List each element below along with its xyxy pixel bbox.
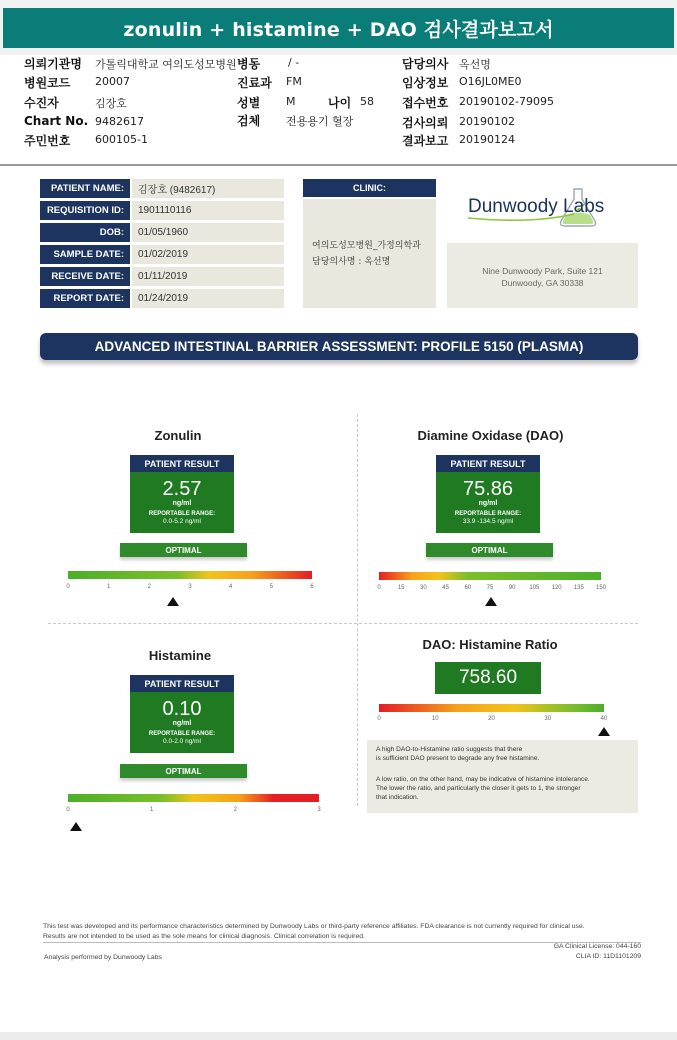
dunwoody-labs-logo [462, 185, 622, 231]
clinic-header: CLINIC: [303, 179, 436, 197]
department-value: FM [286, 75, 302, 88]
performed-by: Analysis performed by Dunwoody Labs [44, 954, 162, 961]
dao-tick-label: 75 [486, 585, 494, 591]
dao-tick-label: 90 [508, 585, 516, 591]
dao-tick-label: 105 [529, 585, 540, 591]
histamine-range-label: REPORTABLE RANGE: [148, 731, 216, 737]
histamine-result-box [130, 692, 234, 753]
institution-value: 가톨릭대학교 여의도성모병원 [95, 58, 237, 71]
clinical-license: GA Clinical License: 044-160 [553, 943, 641, 950]
receive-date-label: RECEIVE DATE: [40, 267, 130, 286]
histamine-scale-bar [68, 794, 319, 802]
disclaimer-line2: Results are not intended to be used as the sole means for clinical diagnosis. Clinical correlation is required. [43, 933, 365, 940]
panel-divider-horizontal [48, 623, 638, 624]
clinic-doctor: 담당의사명 : 옥선명 [312, 257, 391, 267]
dao-range: 33.9 -134.5 ng/ml [462, 518, 514, 525]
histamine-result-value: 0.10 [162, 698, 202, 720]
sample-date-label: SAMPLE DATE: [40, 245, 130, 264]
sex-value: M [286, 95, 296, 108]
report-title: zonulin + histamine + DAO 검사결과보고서 [3, 8, 674, 48]
ratio-note-p1-line1: A high DAO-to-Histamine ratio suggests that there [376, 746, 523, 753]
lab-address-line1: Nine Dunwoody Park, Suite 121 [482, 266, 603, 276]
dao-scale-bar [379, 572, 601, 580]
patient-name-value: 김장호 (9482617) [132, 179, 284, 198]
histamine-tick-label: 1 [149, 807, 154, 813]
report-date-row-value: 01/24/2019 [132, 289, 284, 308]
clinic-text [312, 238, 421, 270]
request-date-value: 20190102 [459, 115, 515, 128]
clinical-info-label: 임상정보 [402, 76, 449, 90]
histamine-status: OPTIMAL [120, 764, 247, 778]
dao-tick-label: 30 [420, 585, 427, 591]
dao-title: Diamine Oxidase (DAO) [417, 428, 564, 443]
dao-result-value: 75.86 [462, 478, 514, 500]
histamine-marker [70, 822, 82, 831]
dao-range-label: REPORTABLE RANGE: [454, 511, 522, 517]
chart-no-label: Chart No. [24, 114, 89, 128]
patient-name-label: PATIENT NAME: [40, 179, 130, 198]
histamine-range: 0.0-2.0 ng/ml [163, 738, 201, 745]
chart-no-value: 9482617 [95, 115, 144, 128]
lab-name-text: Dunwoody Labs [468, 196, 605, 217]
dao-tick-label: 150 [595, 585, 606, 591]
dao-tick-label: 120 [551, 585, 562, 591]
zonulin-tick-label: 4 [228, 584, 233, 590]
ratio-note-p1 [376, 745, 539, 763]
zonulin-range-label: REPORTABLE RANGE: [148, 511, 216, 517]
dao-status: OPTIMAL [426, 543, 553, 557]
ratio-marker [598, 727, 610, 736]
ratio-note-p1-line2: is sufficient DAO present to degrade any free histamine. [376, 755, 540, 762]
institution-label: 의뢰기관명 [24, 57, 82, 71]
page-bottom-strip [0, 1032, 677, 1040]
receive-date-value: 01/11/2019 [132, 267, 284, 286]
dob-value: 01/05/1960 [132, 223, 284, 242]
sex-label: 성별 [237, 96, 261, 110]
patient-value: 김장호 [95, 97, 127, 110]
histamine-tick-label: 2 [233, 807, 237, 813]
report-date-label: 결과보고 [402, 134, 449, 148]
ratio-note-p2-line2: The lower the ratio, and particularly the closer it gets to 1, the stronger [376, 785, 581, 792]
histamine-result-label: PATIENT RESULT [130, 675, 234, 692]
requisition-id-label: REQUISITION ID: [40, 201, 130, 220]
hospital-code-value: 20007 [95, 75, 130, 88]
zonulin-range: 0.0-5.2 ng/ml [163, 518, 201, 525]
receipt-no-label: 접수번호 [402, 96, 449, 110]
dao-result-unit: ng/ml [478, 500, 498, 507]
specimen-label: 검체 [237, 114, 261, 128]
header-divider [0, 164, 677, 166]
zonulin-tick-label: 2 [147, 584, 151, 590]
doctor-value: 옥선명 [459, 58, 491, 71]
report-date-value: 20190124 [459, 133, 515, 146]
ratio-note-p2-line3: that indication. [376, 794, 419, 801]
ratio-note-p2-line1: A low ratio, on the other hand, may be indicative of histamine intolerance. [376, 776, 590, 783]
zonulin-tick-label: 1 [106, 584, 111, 590]
dao-tick-label: 135 [573, 585, 584, 591]
hospital-code-label: 병원코드 [24, 76, 71, 90]
disclaimer-line1: This test was developed and its performance characteristics determined by Dunwoody Labs or third-party reference affiliates. FDA clearance is not currently required for clinical use. [43, 923, 585, 930]
zonulin-result-value: 2.57 [162, 478, 202, 500]
report-date-row-label: REPORT DATE: [40, 289, 130, 308]
sample-date-value: 01/02/2019 [132, 245, 284, 264]
zonulin-result-box [130, 472, 234, 533]
zonulin-status: OPTIMAL [120, 543, 247, 557]
panel-divider-vertical [357, 414, 358, 806]
dao-tick-label: 0 [377, 585, 381, 591]
department-label: 진료과 [237, 76, 272, 90]
doctor-label: 담당의사 [402, 57, 449, 71]
ratio-title: DAO: Histamine Ratio [422, 637, 558, 652]
zonulin-result-label: PATIENT RESULT [130, 455, 234, 472]
patient-label: 수진자 [24, 96, 59, 110]
clinical-info-value: O16JL0ME0 [459, 75, 522, 88]
dao-result-label: PATIENT RESULT [436, 455, 540, 472]
ratio-note-p2 [376, 775, 590, 802]
age-value: 58 [360, 95, 374, 108]
disclaimer [43, 922, 641, 942]
histamine-result-unit: ng/ml [172, 720, 192, 727]
resident-no-label: 주민번호 [24, 134, 71, 148]
zonulin-tick-label: 5 [269, 584, 273, 590]
receipt-no-value: 20190102-79095 [459, 95, 554, 108]
zonulin-scale-bar [68, 571, 312, 579]
zonulin-tick-label: 3 [188, 584, 192, 590]
ratio-tick-label: 30 [544, 716, 552, 722]
dao-tick-label: 15 [397, 585, 405, 591]
resident-no-value: 600105-1 [95, 133, 148, 146]
lab-address-line2: Dunwoody, GA 30338 [501, 278, 584, 288]
zonulin-result-unit: ng/ml [172, 500, 192, 507]
lab-address [447, 265, 638, 289]
ward-value: / - [288, 56, 300, 69]
ward-label: 병동 [237, 57, 261, 71]
clinic-name: 여의도성모병원_가정의학과 [312, 241, 421, 251]
histamine-title: Histamine [148, 648, 212, 663]
histamine-tick-label: 3 [317, 807, 321, 813]
dao-result-box [436, 472, 540, 533]
ratio-tick-label: 20 [488, 716, 495, 722]
zonulin-title: Zonulin [154, 428, 202, 443]
dao-tick-label: 45 [442, 585, 449, 591]
ratio-tick-label: 40 [600, 716, 608, 722]
histamine-tick-label: 0 [66, 807, 70, 813]
ratio-scale-bar [379, 704, 604, 712]
dao-tick-label: 60 [464, 585, 472, 591]
zonulin-tick-label: 0 [66, 584, 70, 590]
dob-label: DOB: [40, 223, 130, 242]
ratio-tick-label: 10 [431, 716, 439, 722]
dao-marker [485, 597, 497, 606]
assessment-banner: ADVANCED INTESTINAL BARRIER ASSESSMENT: PROFILE 5150 (PLASMA) [40, 333, 638, 360]
specimen-value: 전용용기 혈장 [286, 115, 354, 128]
zonulin-tick-label: 6 [310, 584, 314, 590]
zonulin-marker [167, 597, 179, 606]
requisition-id-value: 1901110116 [132, 201, 284, 220]
ratio-result-value: 758.60 [435, 662, 541, 694]
clia-id: CLIA ID: 11D1101209 [575, 953, 641, 960]
request-date-label: 검사의뢰 [402, 116, 449, 130]
age-label: 나이 [328, 96, 352, 110]
ratio-tick-label: 0 [377, 716, 381, 722]
